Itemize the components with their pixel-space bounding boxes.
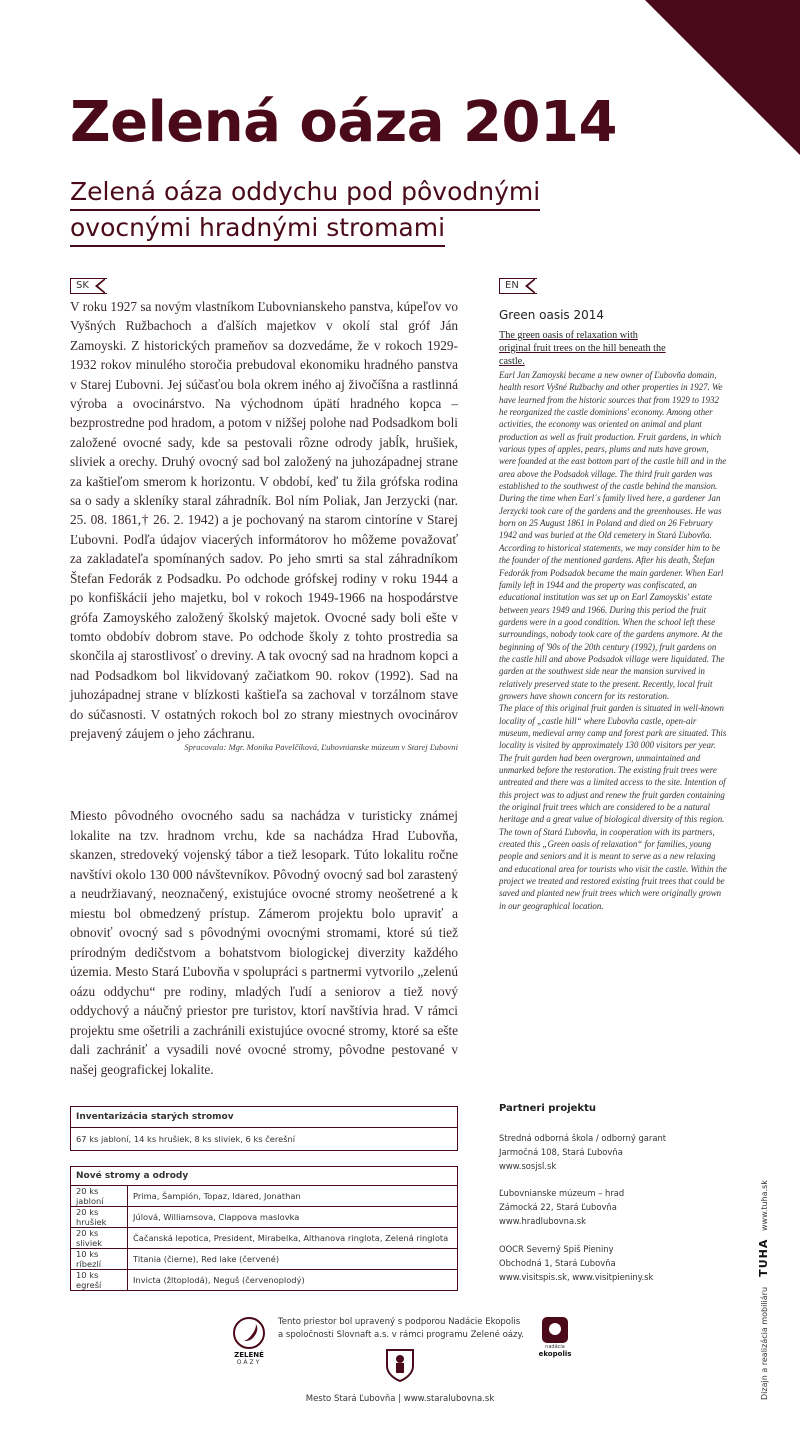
table-row [71,1270,458,1291]
page-subtitle-line1: Zelená oáza oddychu pod pôvodnými [70,178,540,211]
tree-qty: 10 ks ríbezlí [71,1249,128,1270]
en-language-tag: EN [499,278,537,294]
en-subtitle: The green oasis of relaxation with original fruit trees on the hill beneath the castle. [499,330,666,367]
en-title: Green oasis 2014 [499,308,605,322]
sk-credit: Spracovala: Mgr. Monika Pavelčíková, Ľubovnianske múzeum v Starej Ľubovni [184,742,458,752]
partner-name: Stredná odborná škola / odborný garant [499,1133,667,1143]
ekopolis-mark-icon [542,1317,568,1343]
zelene-oazy-logo: ZELENÉ OÁZY [230,1317,268,1366]
ekopolis-logo: nadácia ekopolis [538,1317,572,1358]
tree-varieties: Invicta (žltoplodá), Neguš (červenoplodý) [128,1270,458,1291]
leaf-icon [233,1317,265,1349]
table-row [71,1249,458,1270]
tree-qty: 20 ks hrušiek [71,1207,128,1228]
partner-address: Obchodná 1, Stará Ľubovňa [499,1257,616,1268]
tuha-logo: TUHA [757,1238,770,1277]
support-text: Tento priestor bol upravený s podporou Nadácie Ekopolis a spoločnosti Slovnaft a.s. v rámci programu Zelené oázy. [278,1317,524,1340]
tree-qty: 10 ks egreší [71,1270,128,1291]
page-title: Zelená oáza 2014 [70,90,617,155]
tree-qty: 20 ks sliviek [71,1228,128,1249]
partner-name: Ľubovnianske múzeum – hrad [499,1188,625,1198]
inventory-text: 67 ks jabloní, 14 ks hrušiek, 8 ks sliviek, 6 ks čerešní [76,1134,296,1144]
table-row [71,1186,458,1207]
footer-text: Mesto Stará Ľubovňa | www.staralubovna.sk [305,1394,495,1404]
side-credit-url[interactable]: www.tuha.sk [760,1180,769,1232]
tree-varieties: Prima, Šampión, Topaz, Idared, Jonathan [128,1186,458,1207]
partner-address: Zámocká 22, Stará Ľubovňa [499,1201,617,1212]
side-credit [757,1180,770,1400]
tree-varieties: Čačanská lepotica, President, Mirabelka, Althanova ringlota, Zelená ringlota [128,1228,458,1249]
new-trees-title: Nové stromy a odrody [76,1171,189,1181]
table-row [71,1207,458,1228]
tree-varieties: Titania (čierne), Red lake (červené) [128,1249,458,1270]
town-crest-icon [385,1348,415,1382]
partner-school [499,1132,729,1173]
corner-triangle-decoration [645,0,800,155]
page-subtitle-line2: ovocnými hradnými stromami [70,214,445,247]
inventory-title: Inventarizácia starých stromov [71,1107,458,1128]
new-trees-table [70,1166,458,1291]
sk-history-paragraph: V roku 1927 sa novým vlastníkom Ľubovnianskeho panstva, kúpeľov vo Vyšných Ružbachoch a ďalších majetkov v okolí stal gróf Ján Zamoyski. Z historických prameňov sa dozvedáme, že v rokoch 1929-1932 rokov minulého storočia prebudoval ekonomiku hradného panstva v Starej Ľubovni. Jej súčasťou bola okrem iného aj živočíšna a rastlinná výroba a ovocinárstvo. Na východnom úpätí hradného kopca – bezprostredne pod hradom, a potom v nižšej polohe nad Podsadkom boli založené ovocné sady, kde sa pestovali rôzne odrody jabĺk, hrušiek, sliviek a orechy. Druhý ovocný sad bol založený na juhozápadnej strane za kaštieľom smerom k horizontu. V období, keď tu žila grófska rodina sa o sady a skleníky staral záhradník. Bol ním Poliak, Jan Jerzycki (nar. 25. 08. 1861,† 26. 2. 1942) a je pochovaný na starom cintoríne v Starej Ľubovni. Podľa údajov viacerých informátorov ho môžeme považovať za zakladateľa spomínaných sadov. Po jeho smrti sa stal záhradníkom Štefan Fedorák z Podsadku. Po odchode grófskej rodiny v roku 1944 a po konfiškácii jeho majetku, bol v rokoch 1949-1966 na hospodárstve grófa Zamoyského založený školský majetok. Ovocné sady boli ešte v tomto obdobív dobrom stave. Po odchode školy z tohto prostredia sa skončila aj starostlivosť o dreviny. A tak ovocný sad na hradnom kopci a nad Podsadkom bol likvidovaný začiatkom 90. rokov (1992). Sad na juhozápadnej strane v blízkosti kaštieľa sa zachoval v torzálnom stave do súčasnosti. V ostatných rokoch bol zo strany miestnych ovocinárov prejavený záujem o jeho záchranu. [70,299,458,741]
tree-qty: 20 ks jabloní [71,1186,128,1207]
partners-heading: Partneri projektu [499,1103,596,1114]
partner-link[interactable]: www.sosjsl.sk [499,1160,557,1171]
partner-name: OOCR Severný Spiš Pieniny [499,1244,614,1254]
table-row [71,1228,458,1249]
sk-language-tag: SK [70,278,107,294]
inventory-table [70,1106,458,1151]
partner-oocr [499,1243,729,1284]
partner-link[interactable]: www.hradlubovna.sk [499,1215,586,1226]
partner-museum [499,1187,729,1228]
tree-varieties: Júlová, Williamsova, Clappova maslovka [128,1207,458,1228]
side-credit-text: Dizajn a realizácia mobiliáru [760,1286,769,1400]
partner-link[interactable]: www.visitspis.sk, www.visitpieniny.sk [499,1271,654,1282]
sk-project-paragraph: Miesto pôvodného ovocného sadu sa nachádza v turisticky známej lokalite na tzv. hradnom vrchu, kde sa nachádza Hrad Ľubovňa, skanzen, stredoveký vojenský tábor a tiež lesopark. Túto lokalitu ročne navštívi okolo 130 000 návštevníkov. Pôvodný ovocný sad bol zarastený a neudržiavaný, neoznačený, existujúce ovocné stromy neošetrené a k miestu bol obmedzený prístup. Zámerom projektu bolo upraviť a obnoviť ovocný sad s pôvodnými ovocnými stromami, ktoré sú tiež prírodným dedičstvom a bohatstvom biologickej diverzity každého územia. Mesto Stará Ľubovňa v spolupráci s partnermi vytvorilo „zelenú oázu oddychu“ pre rodiny, mladých ľudí a seniorov a tiež nový oddychový a náučný priestor pre turistov, ktorí navštívia hrad. V rámci projektu sme ošetrili a zachránili existujúce ovocné stromy, ktoré sa ešte dali zachrániť a vysadili nové ovocné stromy, pôvodne pestované v našej geografickej lokalite. [70,808,458,1077]
partner-address: Jarmočná 108, Stará Ľubovňa [499,1146,623,1157]
en-body-text: Earl Jan Zamoyski became a new owner of Ľubovňa domain, health resort Vyšné Ružbachy and other properties in 1927. We have learned from the historic sources that from 1929 to 1932 he reorganized the castle dominions' economy. Among other activities, the economy was oriented on animal and plant production as well as fruit production. Fruit gardens, in which various types of apples, pears, plums and nuts have grown, were founded at the east bottom part of the castle hill and in the area above the Podsadok village. The third fruit garden was established to the southwest of the castle behind the mansion. During the time when Earl´s family lived here, a gardener Jan Jerzycki took care of the gardens and the greenhouses. He was born on 25 August 1861 in Poland and died on 26 February 1942 and was buried at the Old cemetery in Stará Ľubovňa. According to historical statements, we may consider him to be the founder of the mentioned gardens. After his death, Štefan Fedorák from Podsadok became the main gardener. When Earl family left in 1944 and the property was confiscated, an educational institution was set up on Earl Zamoyskis' estate between years 1949 and 1966. During this period the fruit gardens were in a good condition. When the school left these surroundings, nobody took care of the gardens anymore. At the beginning of '90s of the 20th century (1992), fruit gardens on the castle hill and above Podsadok village were liquidated. The garden at the southwest side near the mansion survived in relatively preserved state to the present. Recently, local fruit growers have shown concern for its restoration. The place of this original fruit garden is situated in well-known locality of „castle hill“ where Ľubovňa castle, open-air museum, medieval army camp and forest park are situated. This locality is visited by approximately 130 000 visitors per year. The fruit garden had been overgrown, unmaintained and unmarked before the restoration. The existing fruit trees were untreated and there was a limited access to the site. Intention of this project was to adjust and renew the fruit garden containing the original fruit trees which are considered to be a natural heritage and a great value of biological diversity of this region. The town of Stará Ľubovňa, in cooperation with its partners, created this „Green oasis of relaxation“ for families, young people and seniors and it is meant to serve as a new relaxing and educational area for tourists who visit the castle. Within the project we treated and restored existing fruit trees that could be saved and planted new fruit trees which were originally grown in our geographical location. [499,370,727,911]
